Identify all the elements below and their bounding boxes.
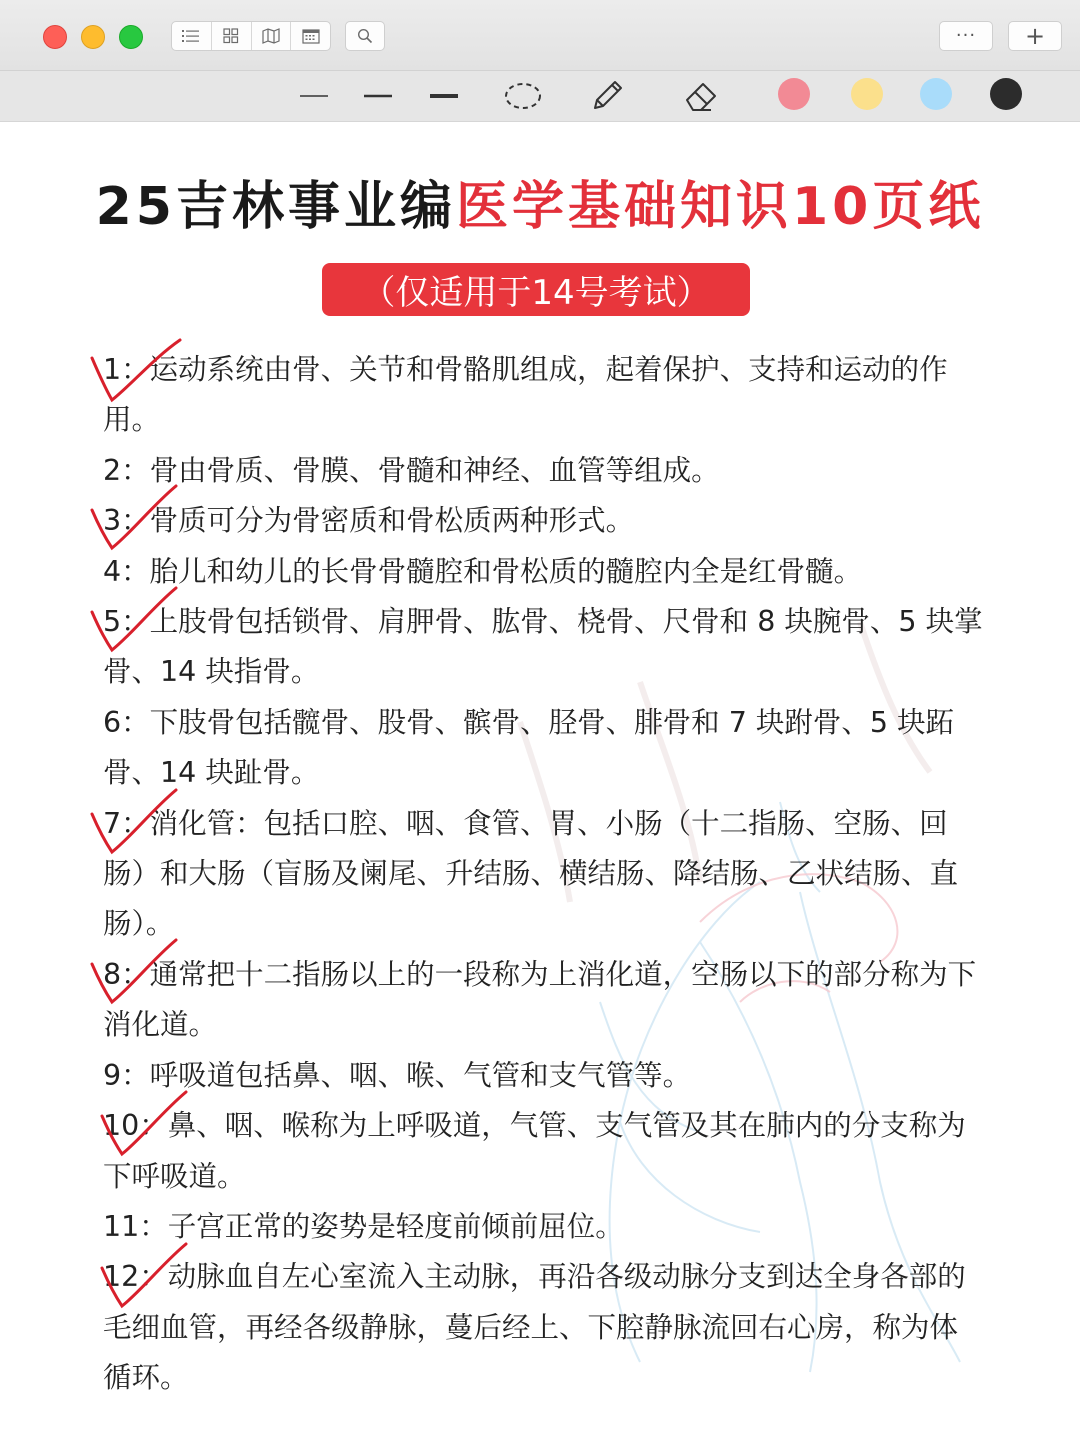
more-options-label: ··· bbox=[955, 25, 977, 46]
color-swatch-yellow[interactable] bbox=[851, 78, 883, 110]
add-button[interactable] bbox=[1008, 21, 1062, 51]
more-options-button[interactable] bbox=[939, 21, 993, 51]
grid-view-button[interactable] bbox=[212, 22, 252, 50]
color-swatch-black[interactable] bbox=[990, 78, 1022, 110]
list-icon bbox=[182, 29, 200, 43]
map-view-button[interactable] bbox=[252, 22, 292, 50]
list-item: 9：呼吸道包括鼻、咽、喉、气管和支气管等。 bbox=[103, 1058, 692, 1092]
lasso-select-tool[interactable] bbox=[500, 71, 546, 121]
color-swatch-pink[interactable] bbox=[778, 78, 810, 110]
pencil-tool[interactable] bbox=[584, 71, 630, 121]
calendar-icon bbox=[302, 28, 320, 44]
list-item: 1：运动系统由骨、关节和骨骼肌组成，起着保护、支持和运动的作用。 bbox=[103, 353, 948, 437]
view-mode-segmented-control bbox=[171, 21, 331, 51]
title-highlight: 医学基础知识10页纸 bbox=[456, 177, 985, 237]
list-view-button[interactable] bbox=[172, 22, 212, 50]
list-item: 6：下肢骨包括髋骨、股骨、髌骨、胫骨、腓骨和 7 块跗骨、5 块跖骨、14 块趾骨。 bbox=[103, 705, 955, 790]
medium-line-icon bbox=[363, 91, 393, 101]
knowledge-list bbox=[103, 345, 983, 1404]
pencil-icon bbox=[587, 76, 627, 116]
search-button[interactable] bbox=[345, 21, 385, 51]
list-item: 3：骨质可分为骨密质和骨松质两种形式。 bbox=[103, 504, 635, 538]
zoom-window-button[interactable] bbox=[119, 25, 143, 49]
thick-line-icon bbox=[429, 91, 459, 101]
color-swatch-blue[interactable] bbox=[920, 78, 952, 110]
thin-line-tool[interactable] bbox=[294, 71, 334, 121]
window-titlebar bbox=[0, 0, 1080, 71]
list-item: 4：胎儿和幼儿的长骨骨髓腔和骨松质的髓腔内全是红骨髓。 bbox=[103, 554, 863, 588]
list-item: 10：鼻、咽、喉称为上呼吸道，气管、支气管及其在肺内的分支称为下呼吸道。 bbox=[103, 1109, 966, 1193]
eraser-icon bbox=[681, 76, 721, 116]
markup-toolbar bbox=[0, 71, 1080, 122]
document-title bbox=[0, 164, 1080, 239]
list-item: 5：上肢骨包括锁骨、肩胛骨、肱骨、桡骨、尺骨和 8 块腕骨、5 块掌骨、14 块指骨。 bbox=[103, 605, 983, 689]
thin-line-icon bbox=[299, 91, 329, 101]
thick-line-tool[interactable] bbox=[424, 71, 464, 121]
list-item: 2：骨由骨质、骨膜、骨髓和神经、血管等组成。 bbox=[103, 453, 720, 487]
subtitle-badge bbox=[322, 263, 750, 316]
subtitle-text: （仅适用于14号考试） bbox=[361, 273, 711, 313]
search-icon bbox=[357, 28, 373, 44]
list-item: 12：动脉血自左心室流入主动脉，再沿各级动脉分支到达全身各部的毛细血管，再经各级静脉，蔓后经上、下腔静脉流回右心房，称为体循环。 bbox=[103, 1260, 966, 1395]
list-item: 8：通常把十二指肠以上的一段称为上消化道，空肠以下的部分称为下消化道。 bbox=[103, 957, 977, 1042]
minimize-window-button[interactable] bbox=[81, 25, 105, 49]
lasso-icon bbox=[503, 81, 543, 111]
map-icon bbox=[262, 28, 280, 44]
eraser-tool[interactable] bbox=[678, 71, 724, 121]
grid-icon bbox=[223, 28, 239, 44]
calendar-view-button[interactable] bbox=[291, 22, 330, 50]
title-prefix: 25吉林事业编 bbox=[95, 177, 456, 237]
add-label: + bbox=[1024, 22, 1046, 50]
list-item: 11：子宫正常的姿势是轻度前倾前屈位。 bbox=[103, 1209, 624, 1243]
medium-line-tool[interactable] bbox=[358, 71, 398, 121]
document-page bbox=[0, 122, 1080, 1440]
close-window-button[interactable] bbox=[43, 25, 67, 49]
list-item: 7：消化管：包括口腔、咽、食管、胃、小肠（十二指肠、空肠、回肠）和大肠（盲肠及阑尾、升结肠、横结肠、降结肠、乙状结肠、直肠）。 bbox=[103, 806, 959, 941]
